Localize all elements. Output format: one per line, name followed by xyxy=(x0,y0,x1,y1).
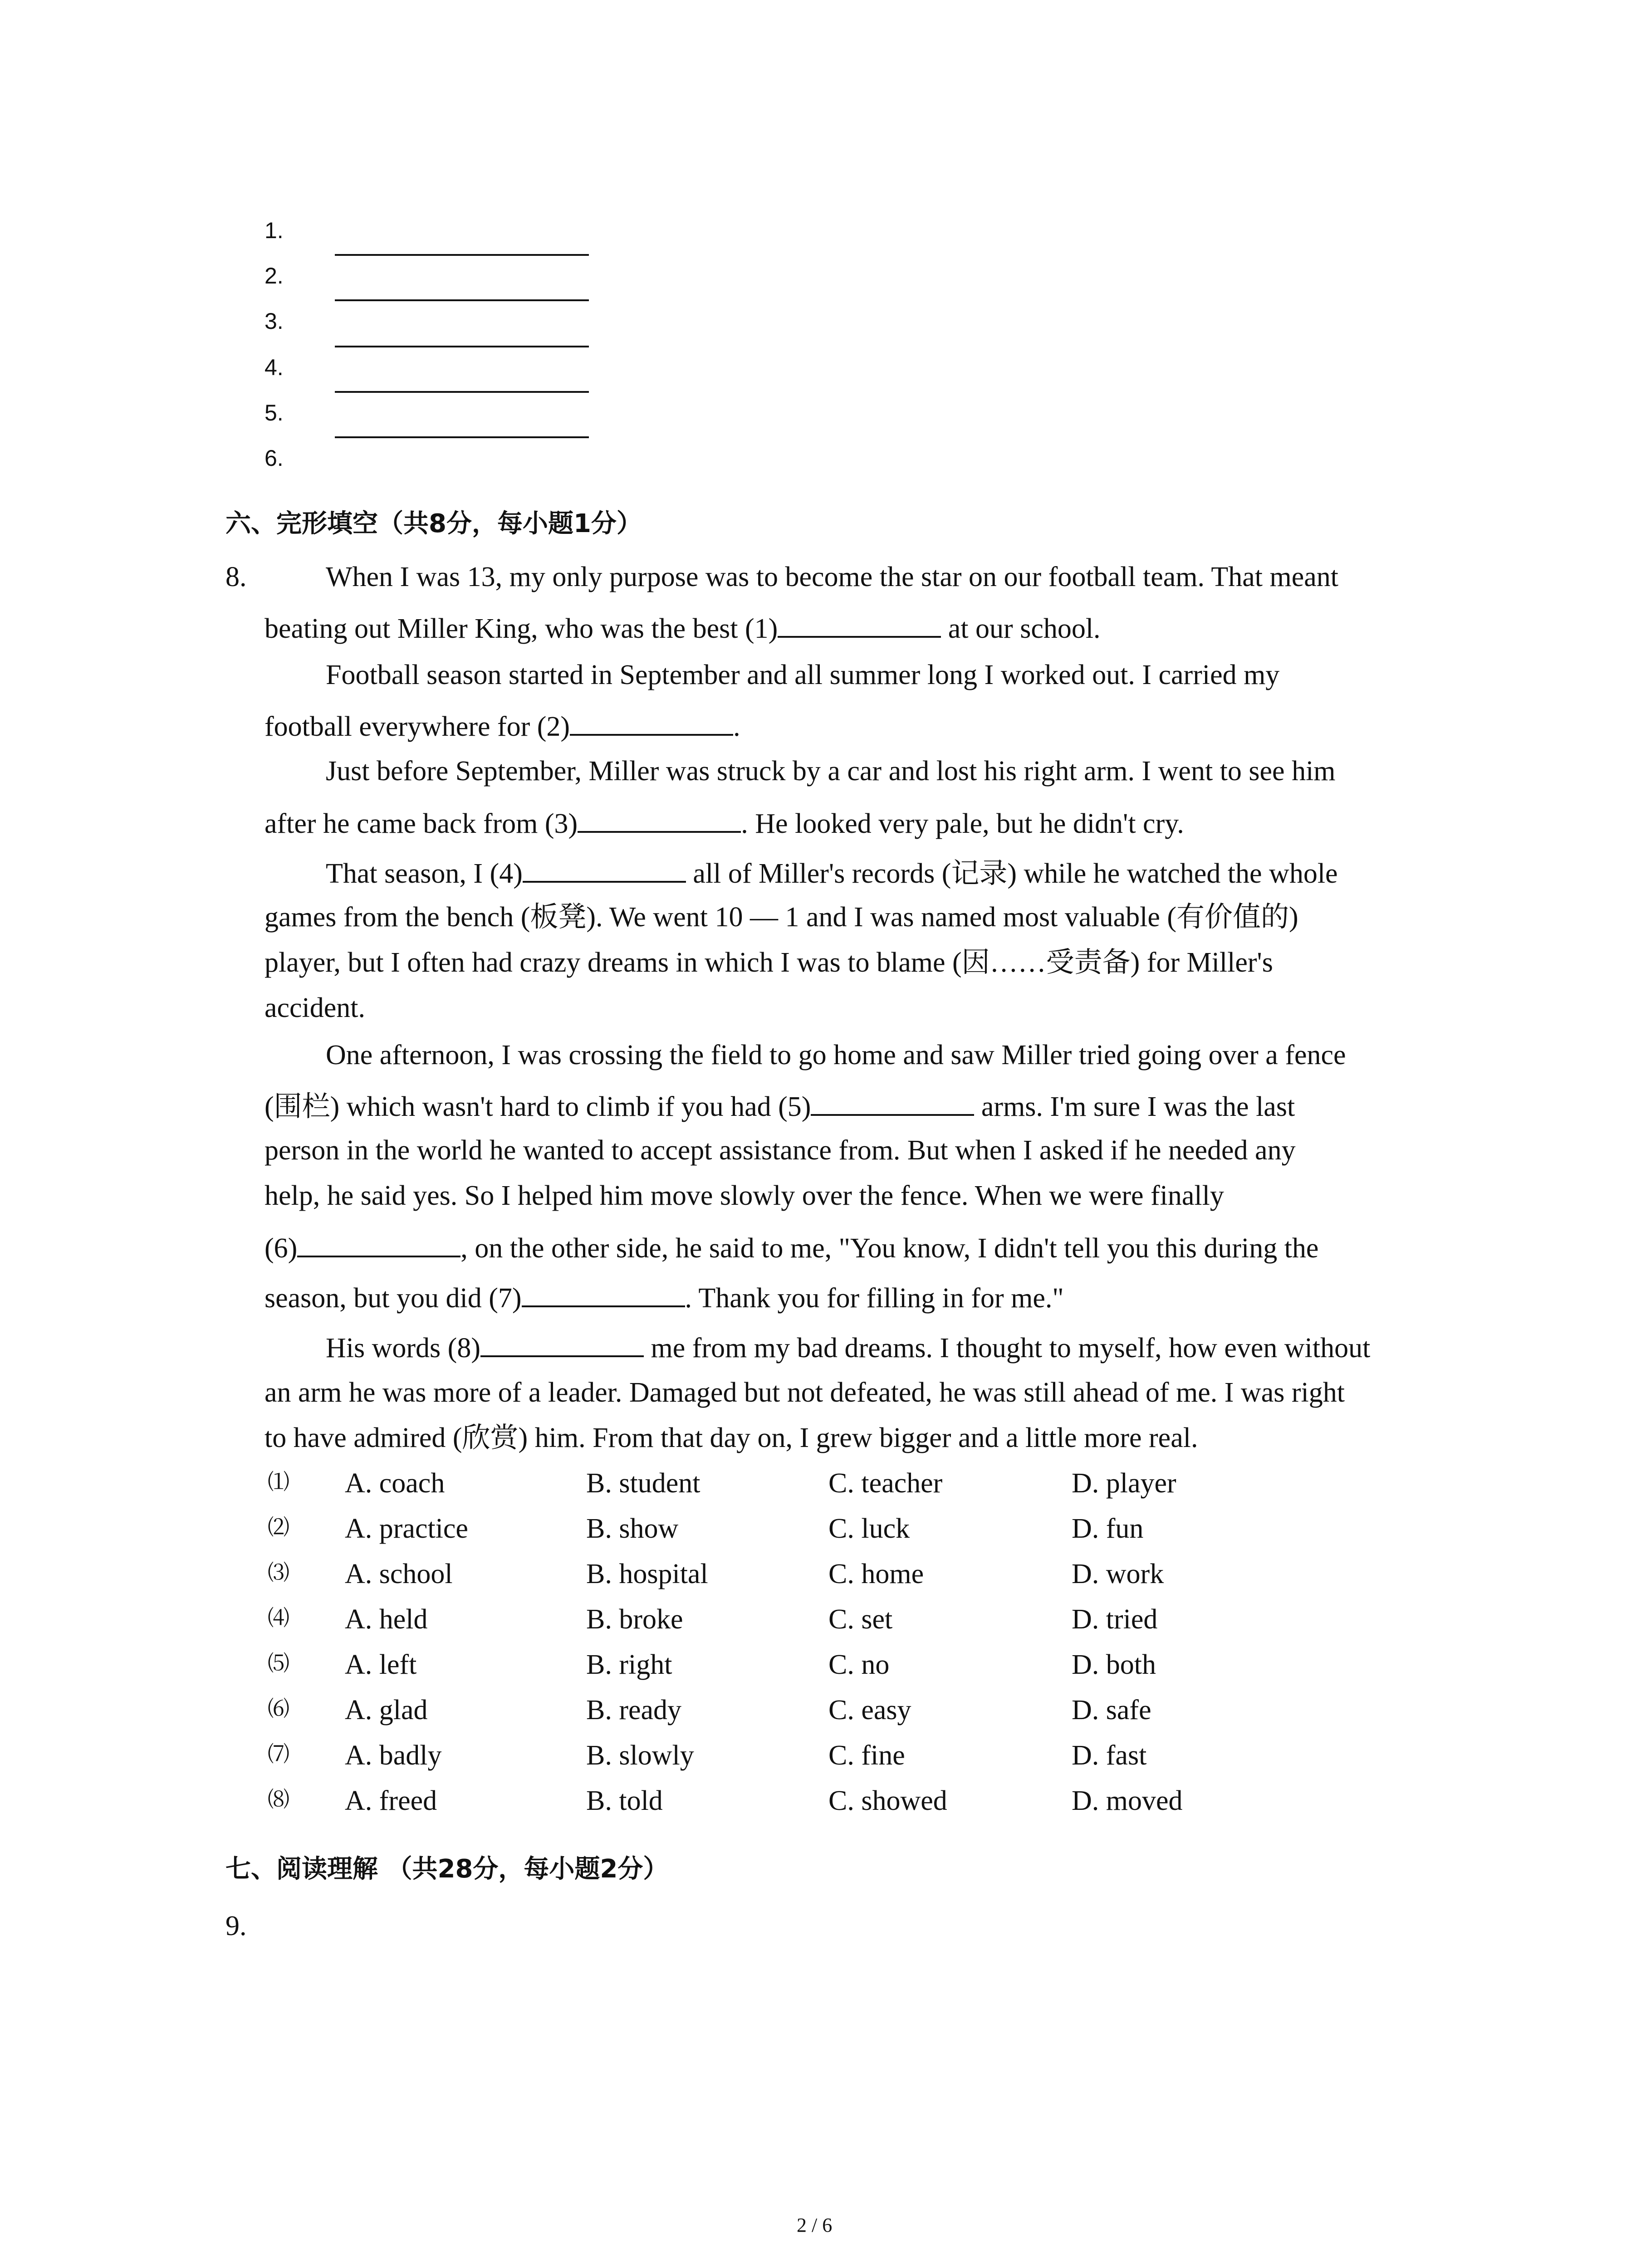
option-a[interactable]: A. badly xyxy=(345,1740,442,1771)
passage-line: That season, I (4) all of Miller's records (记录) while he watched the whole xyxy=(326,855,1338,890)
answer-line[interactable] xyxy=(335,346,589,347)
answer-line-number: 1. xyxy=(265,218,284,243)
answer-line-number: 2. xyxy=(265,263,284,288)
option-d[interactable]: D. fast xyxy=(1072,1740,1147,1771)
option-b[interactable]: B. told xyxy=(586,1785,663,1816)
answer-line-number: 6. xyxy=(265,445,284,471)
passage-line: games from the bench (板凳). We went 10 — 1 and I was named most valuable (有价值的) xyxy=(265,902,1298,933)
option-a[interactable]: A. practice xyxy=(345,1513,468,1544)
option-number: ⑵ xyxy=(268,1515,290,1540)
passage-line: (围栏) which wasn't hard to climb if you had (5) arms. I'm sure I was the last xyxy=(265,1089,1295,1123)
passage-line: One afternoon, I was crossing the field to go home and saw Miller tried going over a fence xyxy=(326,1040,1346,1070)
option-c[interactable]: C. teacher xyxy=(828,1468,943,1499)
answer-line-number: 5. xyxy=(265,400,284,425)
answer-line[interactable] xyxy=(335,299,589,301)
option-number: ⑻ xyxy=(268,1788,290,1812)
option-c[interactable]: C. fine xyxy=(828,1740,905,1771)
option-number: ⑴ xyxy=(268,1470,290,1494)
blank-6[interactable] xyxy=(297,1230,460,1257)
passage-line: season, but you did (7) . Thank you for filling in for me." xyxy=(265,1280,1064,1315)
option-b[interactable]: B. hospital xyxy=(586,1559,708,1589)
passage-line: an arm he was more of a leader. Damaged but not defeated, he was still ahead of me. I was right xyxy=(265,1377,1345,1408)
passage-line: (6) , on the other side, he said to me, "You know, I didn't tell you this during the xyxy=(265,1230,1318,1265)
option-d[interactable]: D. tried xyxy=(1072,1604,1158,1635)
option-a[interactable]: A. left xyxy=(345,1649,417,1680)
option-number: ⑹ xyxy=(268,1697,290,1721)
passage-line: When I was 13, my only purpose was to become the star on our football team. That meant xyxy=(326,562,1338,592)
passage-line: His words (8) me from my bad dreams. I thought to myself, how even without xyxy=(326,1330,1370,1364)
passage-line: Football season started in September and all summer long I worked out. I carried my xyxy=(326,660,1280,690)
option-b[interactable]: B. ready xyxy=(586,1695,682,1725)
passage-line: to have admired (欣赏) him. From that day on, I grew bigger and a little more real. xyxy=(265,1422,1198,1453)
option-d[interactable]: D. work xyxy=(1072,1559,1164,1589)
passage-line: help, he said yes. So I helped him move slowly over the fence. When we were finally xyxy=(265,1180,1224,1211)
option-b[interactable]: B. right xyxy=(586,1649,672,1680)
option-c[interactable]: C. showed xyxy=(828,1785,947,1816)
blank-3[interactable] xyxy=(578,806,741,833)
option-number: ⑶ xyxy=(268,1561,290,1585)
option-c[interactable]: C. home xyxy=(828,1559,924,1589)
option-number: ⑺ xyxy=(268,1742,290,1766)
blank-5[interactable] xyxy=(811,1089,974,1116)
passage-line: beating out Miller King, who was the best (1) at our school. xyxy=(265,611,1101,645)
option-c[interactable]: C. set xyxy=(828,1604,893,1635)
question-number: 8. xyxy=(225,562,247,592)
blank-1[interactable] xyxy=(778,611,941,638)
option-a[interactable]: A. school xyxy=(345,1559,453,1589)
option-a[interactable]: A. coach xyxy=(345,1468,445,1499)
option-b[interactable]: B. show xyxy=(586,1513,679,1544)
passage-line: player, but I often had crazy dreams in which I was to blame (因……受责备) for Miller's xyxy=(265,947,1273,978)
question-number: 9. xyxy=(225,1911,247,1941)
option-d[interactable]: D. safe xyxy=(1072,1695,1151,1725)
option-d[interactable]: D. moved xyxy=(1072,1785,1183,1816)
blank-8[interactable] xyxy=(480,1330,644,1357)
option-b[interactable]: B. slowly xyxy=(586,1740,694,1771)
option-a[interactable]: A. glad xyxy=(345,1695,428,1725)
section-heading-cloze: 六、完形填空（共8分，每小题1分） xyxy=(225,509,642,538)
blank-7[interactable] xyxy=(522,1280,685,1307)
answer-line[interactable] xyxy=(335,254,589,256)
passage-line: Just before September, Miller was struck by a car and lost his right arm. I went to see him xyxy=(326,756,1336,787)
option-a[interactable]: A. held xyxy=(345,1604,428,1635)
answer-line[interactable] xyxy=(335,391,589,393)
option-d[interactable]: D. player xyxy=(1072,1468,1176,1499)
blank-4[interactable] xyxy=(523,855,686,883)
option-c[interactable]: C. no xyxy=(828,1649,890,1680)
option-d[interactable]: D. fun xyxy=(1072,1513,1144,1544)
option-c[interactable]: C. luck xyxy=(828,1513,910,1544)
blank-2[interactable] xyxy=(570,709,733,736)
passage-line: accident. xyxy=(265,992,366,1023)
section-heading-reading: 七、阅读理解 （共28分，每小题2分） xyxy=(225,1854,669,1884)
answer-line-number: 3. xyxy=(265,308,284,334)
page-number: 2 / 6 xyxy=(797,2214,833,2236)
passage-line: person in the world he wanted to accept assistance from. But when I asked if he needed any xyxy=(265,1135,1296,1166)
option-number: ⑸ xyxy=(268,1652,290,1676)
option-b[interactable]: B. student xyxy=(586,1468,700,1499)
option-a[interactable]: A. freed xyxy=(345,1785,437,1816)
answer-line-number: 4. xyxy=(265,355,284,380)
passage-line: football everywhere for (2) . xyxy=(265,709,740,743)
option-b[interactable]: B. broke xyxy=(586,1604,683,1635)
answer-line[interactable] xyxy=(335,436,589,438)
option-c[interactable]: C. easy xyxy=(828,1695,911,1725)
passage-line: after he came back from (3) . He looked very pale, but he didn't cry. xyxy=(265,806,1184,840)
option-number: ⑷ xyxy=(268,1606,290,1630)
option-d[interactable]: D. both xyxy=(1072,1649,1156,1680)
